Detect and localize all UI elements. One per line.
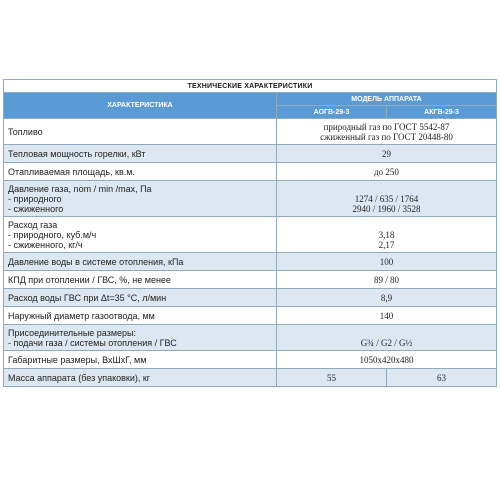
row-value-line: 140 [379,310,394,321]
row-label [4,119,277,145]
table-title: ТЕХНИЧЕСКИЕ ХАРАКТЕРИСТИКИ [4,80,497,93]
row-value [277,145,497,163]
row-value [277,307,497,325]
row-label-line: Расход воды ГВС при Δt=35 °С, л/мин [8,292,167,303]
table-row [4,217,497,253]
table-row [4,271,497,289]
row-value [277,119,497,145]
row-value-line: 1050x420x480 [359,354,414,365]
row-label [4,217,277,253]
row-label-line: - сжиженного, кг/ч [8,239,83,250]
row-label [4,181,277,217]
row-label-line: Тепловая мощность горелки, кВт [8,148,146,159]
row-label [4,289,277,307]
row-label-line: Топливо [8,126,43,137]
table-row [4,163,497,181]
row-label [4,163,277,181]
row-label-line: Габаритные размеры, ВхШхГ, мм [8,354,147,365]
row-label-line: КПД при отоплении / ГВС, %, не менее [8,274,171,285]
row-label-line: - природного, куб.м/ч [8,229,97,240]
title-row [4,80,497,93]
row-value [277,325,497,351]
row-label [4,145,277,163]
row-label-line: Наружный диаметр газоотвода, мм [8,310,155,321]
table-row [4,253,497,271]
row-label-line: - природного [8,193,62,204]
row-label-line: Давление воды в системе отопления, кПа [8,256,184,267]
row-value [277,217,497,253]
row-label-line: Расход газа [8,219,58,230]
row-label [4,271,277,289]
specs-table-container [3,79,496,424]
row-value-line: 100 [379,256,394,267]
row-value-line: 3,18 [378,229,395,240]
row-value [277,181,497,217]
table-row [4,145,497,163]
row-label [4,307,277,325]
table-row [4,351,497,369]
row-value-line: природный газ по ГОСТ 5542-87 [323,121,450,132]
row-value-line: 1274 / 635 / 1764 [354,193,419,204]
row-label-line: Присоединительные размеры: [8,327,137,338]
model-header: МОДЕЛЬ АППАРАТА [277,93,497,106]
row-label [4,369,277,387]
row-value-spacer [281,220,492,230]
row-label [4,325,277,351]
row-value-spacer [281,328,492,338]
row-value-model-a: 55 [277,369,387,387]
row-label-line: Масса аппарата (без упаковки), кг [8,372,151,383]
row-value-line: G¾ / G2 / G½ [360,337,413,348]
table-row [4,369,497,387]
row-value-line: сжиженный газ по ГОСТ 20448-80 [320,131,453,142]
row-value-line: 89 / 80 [374,274,400,285]
row-value-line: 2,17 [378,239,395,250]
row-label-line: - сжиженного [8,203,64,214]
table-row [4,289,497,307]
row-value-line: до 250 [374,166,399,177]
model-b-header: АКГВ-29-3 [387,106,497,119]
model-a-header: АОГВ-29-3 [277,106,387,119]
row-label-line: Отапливаемая площадь, кв.м. [8,166,135,177]
table-row [4,181,497,217]
row-label [4,351,277,369]
row-label-line: Давление газа, nom / min /max, Па [8,183,152,194]
row-value [277,289,497,307]
row-value [277,163,497,181]
table-row [4,119,497,145]
row-value-spacer [281,184,492,194]
row-label-line: - подачи газа / системы отопления / ГВС [8,337,177,348]
row-label [4,253,277,271]
header-row-1 [4,93,497,106]
row-value [277,253,497,271]
row-value-line: 2940 / 1960 / 3528 [352,203,421,214]
row-value-line: 29 [382,148,391,159]
table-row [4,325,497,351]
row-value [277,351,497,369]
table-row [4,307,497,325]
row-value [277,271,497,289]
characteristic-header: ХАРАКТЕРИСТИКА [4,93,277,119]
specs-table [3,79,497,387]
row-value-model-b: 63 [387,369,497,387]
row-value-line: 8,9 [380,292,393,303]
